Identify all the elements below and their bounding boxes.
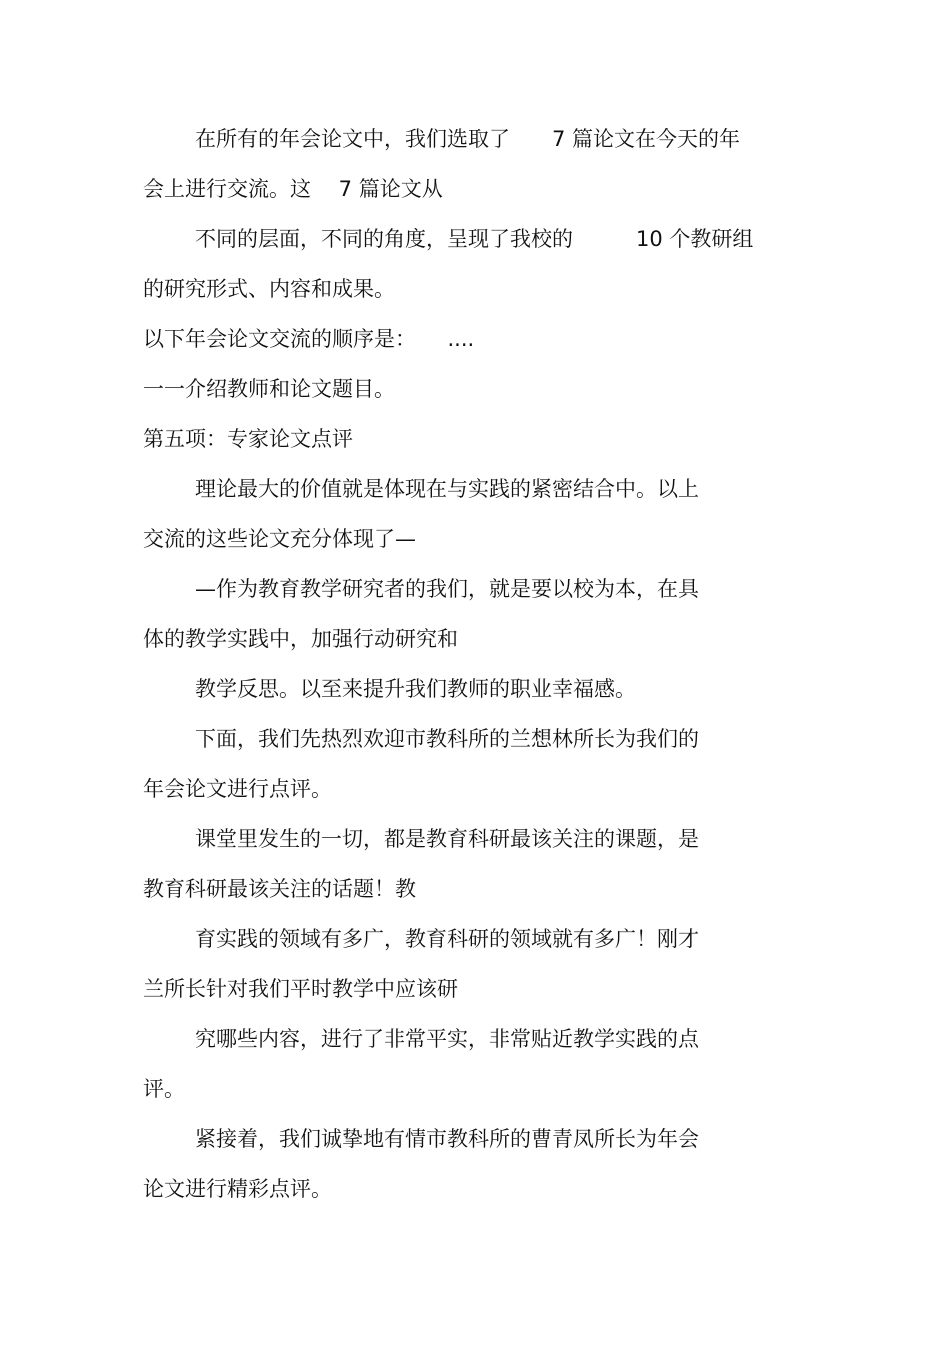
paragraph-line: 会上进行交流。这 7 篇论文从	[143, 177, 443, 201]
paragraph-line: 兰所长针对我们平时教学中应该研	[143, 977, 458, 1001]
paragraph-line: 交流的这些论文充分体现了—	[143, 527, 416, 551]
paragraph-line: —作为教育教学研究者的我们，就是要以校为本，在具	[195, 577, 699, 601]
paragraph-line: 究哪些内容，进行了非常平实，非常贴近教学实践的点	[195, 1027, 699, 1051]
paragraph-line: 评。	[143, 1077, 185, 1101]
paragraph-line: 课堂里发生的一切，都是教育科研最该关注的课题，是	[195, 827, 699, 851]
section-heading: 第五项：专家论文点评	[143, 427, 353, 451]
paragraph-line: 以下年会论文交流的顺序是： ....	[143, 327, 475, 351]
paragraph-line: 教育科研最该关注的话题！教	[143, 877, 416, 901]
paragraph-line: 体的教学实践中，加强行动研究和	[143, 627, 458, 651]
paragraph-line: 育实践的领域有多广，教育科研的领域就有多广！刚才	[195, 927, 699, 951]
paragraph-line: 一一介绍教师和论文题目。	[143, 377, 395, 401]
paragraph-line: 论文进行精彩点评。	[143, 1177, 332, 1201]
paragraph-line: 紧接着，我们诚挚地有情市教科所的曹青凤所长为年会	[195, 1127, 699, 1151]
paragraph-line: 下面，我们先热烈欢迎市教科所的兰想林所长为我们的	[195, 727, 699, 751]
paragraph-line: 在所有的年会论文中，我们选取了 7 篇论文在今天的年	[195, 127, 741, 151]
paragraph-line: 不同的层面，不同的角度，呈现了我校的 10 个教研组	[195, 227, 754, 251]
paragraph-line: 的研究形式、内容和成果。	[143, 277, 395, 301]
paragraph-line: 理论最大的价值就是体现在与实践的紧密结合中。以上	[195, 477, 699, 501]
paragraph-line: 教学反思。以至来提升我们教师的职业幸福感。	[195, 677, 636, 701]
paragraph-line: 年会论文进行点评。	[143, 777, 332, 801]
